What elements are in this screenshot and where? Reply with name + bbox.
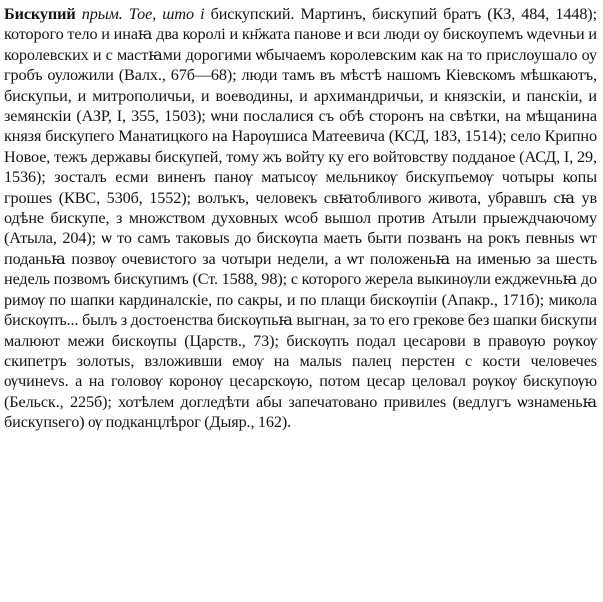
- dictionary-entry: [4, 4, 597, 433]
- entry-body: бискупский. Мартинъ, бискупий братъ (КЗ, 484, 1448); которого тело и инаꙗ два королі и кн҃жата панове и вси люди оу бискоупемъ ѡдеvньи и королевских и с мастꙗми дорогими ѡбычаемъ королевским как на то прислоушало оу гробъ оуложили (Валх., 67б—68); люди тамъ въ мѣстѣ нашомъ Кіевскомъ мѣшкаютъ, бискупьи, и митрополичьи, и воеводины, и архимандричьи, и князскіи, и панскіи, и земянскіи (АЗР, I, 355, 1503); ѡни послалися съ обѣ сторонъ на свѣтки, на мѣщанина князя бискупего Манатицкого на Нарѹшиса Матеевича (КСД, 183, 1514); село Крипно Новое, тежъ державы бискупей, тому жъ войту ку его войтовству подданое (АСД, I, 29, 1536); зосталъ есми виненъ панѹ матысѹ мельникѹ бискупъемѹ чотыры копы грошеs (КВС, 530б, 1552); волъкъ, человекъ свꙗтобливого живота, убравшъ сꙗ ув одѣне бискупе, з множством духовных ѡсоб вышол против Атыли прыеждчаючому (Атыла, 204); ѡ то самъ таковыs до бискѹпа маеть быти позванъ на рокъ певныs ѡт поданьꙗ позвѹ очевистого за чотыри недели, а ѡт положеньꙗ на именью за шесть недель позвомъ бискупимъ (Ст. 1588, 98); с которого жерела выкинѹли ежджеvньꙗ до римѹ по шапки кардиналскіе, по сакры, и по плащи бискѹпіи (Апакр., 171б); микола бискѹпъ... былъ з достоенства бискѹпьꙗ выгнан, за то его грекове без шапки бискупи малюют межи бискѹпы (Царств., 73); бискѹпъ подал цесарови в правѹю рѹкѹ скипетръ золотыs, взложивши емѹ на малыs палец перстен с кости человечеs ѹчинеvs. а на головѹ коронѹ цесарскѹю, потом цесар целовал рѹкѹ бискупѹю (Бельск., 225б); хотѣлем догледѣти абы запечатовано привилеs (ведлугъ ѡзнаменьꙗ бискупsего) ѹ подканцлѣрог (Дыяр., 162).: [4, 5, 597, 432]
- entry-gloss: прым. Тое, што і: [81, 5, 205, 23]
- entry-headword: Бискупий: [4, 5, 76, 23]
